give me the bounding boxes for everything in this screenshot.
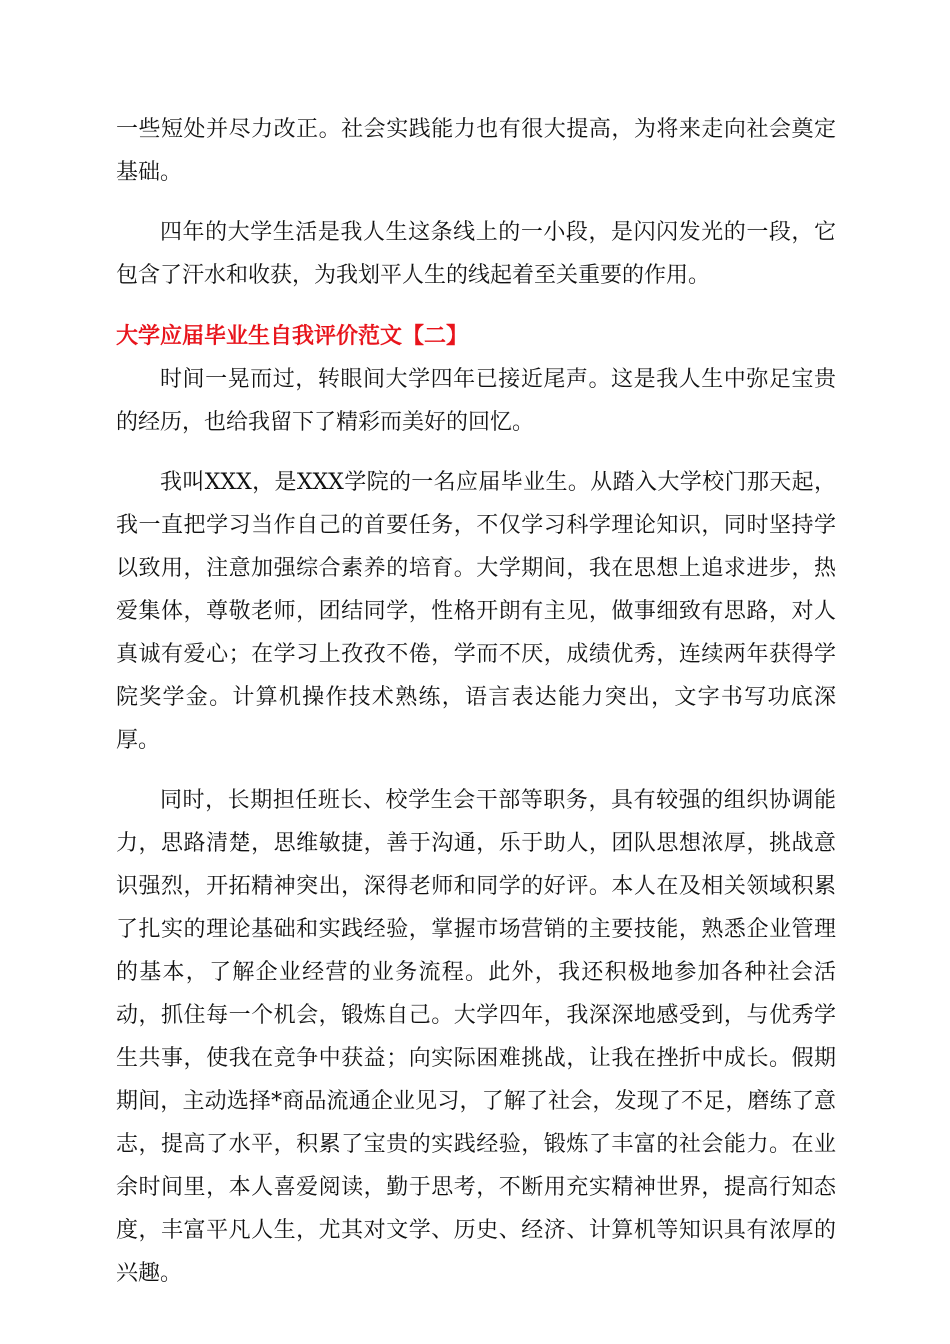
paragraph-university-life: 四年的大学生活是我人生这条线上的一小段，是闪闪发光的一段，它包含了汗水和收获，为我划平人生的线起着至关重要的作用。 [116,220,836,288]
paragraph-self-introduction: 我叫XXX，是XXX学院的一名应届毕业生。从踏入大学校门那天起，我一直把学习当作自己的首要任务，不仅学习科学理论知识，同时坚持学以致用，注意加强综合素养的培育。大学期间，我在思想上追求进步，热爱集体，尊敬老师，团结同学，性格开朗有主见，做事细致有思路，对人真诚有爱心；在学习上孜孜不倦，学而不厌，成绩优秀，连续两年获得学院奖学金。计算机操作技术熟练，语言表达能力突出，文字书写功底深厚。 [116,470,836,753]
section-heading: 大学应届毕业生自我评价范文【二】 [116,324,469,349]
paragraph-continuation: 一些短处并尽力改正。社会实践能力也有很大提高，为将来走向社会奠定基础。 [116,117,836,185]
document-body [116,108,836,1295]
paragraph-intro: 时间一晃而过，转眼间大学四年已接近尾声。这是我人生中弥足宝贵的经历，也给我留下了精彩而美好的回忆。 [116,367,836,435]
paragraph-experience: 同时，长期担任班长、校学生会干部等职务，具有较强的组织协调能力，思路清楚，思维敏捷，善于沟通，乐于助人，团队思想浓厚，挑战意识强烈，开拓精神突出，深得老师和同学的好评。本人在及相关领域积累了扎实的理论基础和实践经验，掌握市场营销的主要技能，熟悉企业管理的基本，了解企业经营的业务流程。此外，我还积极地参加各种社会活动，抓住每一个机会，锻炼自己。大学四年，我深深地感受到，与优秀学生共事，使我在竞争中获益；向实际困难挑战，让我在挫折中成长。假期期间，主动选择*商品流通企业见习，了解了社会，发现了不足，磨练了意志，提高了水平，积累了宝贵的实践经验，锻炼了丰富的社会能力。在业余时间里，本人喜爱阅读，勤于思考，不断用充实精神世界，提高行知态度，丰富平凡人生，尤其对文学、历史、经济、计算机等知识具有浓厚的兴趣。 [116,788,836,1286]
